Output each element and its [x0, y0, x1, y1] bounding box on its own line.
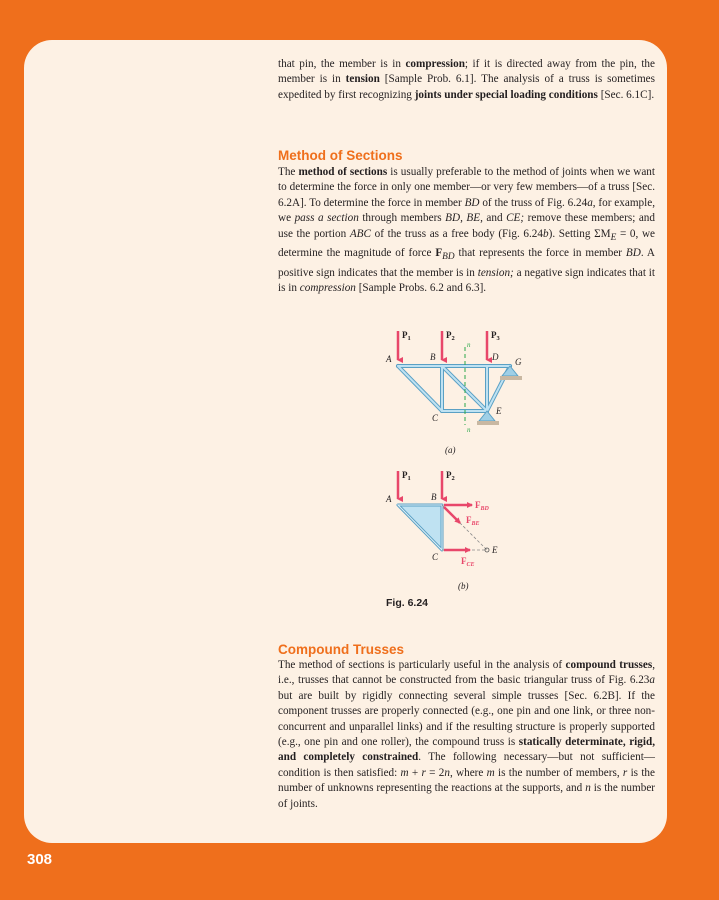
svg-text:G: G — [515, 357, 522, 367]
svg-text:C: C — [432, 552, 439, 562]
load-arrows — [398, 331, 487, 360]
page-number: 308 — [27, 851, 53, 868]
svg-text:E: E — [492, 545, 498, 555]
svg-text:A: A — [386, 494, 392, 504]
svg-text:P2: $P_2$ — [446, 470, 455, 482]
svg-text:B: B — [431, 492, 437, 502]
svg-text:(a): (a) — [445, 445, 456, 455]
roller-support-icon — [500, 366, 522, 380]
svg-text:P1: $P_1$ — [402, 330, 411, 342]
svg-text:FCE: $F_{CE}$ — [461, 556, 475, 568]
svg-text:D: D — [492, 352, 499, 362]
svg-text:n: n — [467, 341, 471, 349]
svg-text:C: C — [432, 413, 439, 423]
truss-members — [398, 366, 510, 411]
svg-text:FBD: $F_{BD}$ — [475, 500, 489, 512]
method-of-sections-paragraph: The method of sections is usually preferable to the method of joints when we want to determine the force in only one member—or very few members—of a truss [Sec. 6.2A]. To determine the force in member BD of the truss of Fig. 6.24a, for example, we pass a section through members BD, BE, and CE; remove these members; and use the portion ABC of the truss as a free body (Fig. 6.24b). Setting $\Sigma M_E = 0$, we determine the magnitude of force $F_{BD}$ that represents the force in member BD. A positive sign indicates that the member is in tension; a negative sign indicates that it is in compression [Sample Probs. 6.2 and 6.3]. — [278, 166, 656, 295]
truss-figure-b — [360, 465, 530, 593]
svg-text:P1: $P_1$ — [402, 470, 411, 482]
svg-text:P3: $P_3$ — [491, 330, 500, 342]
method-of-sections-heading: Method of Sections — [278, 148, 403, 163]
svg-text:FBE: $F_{BE}$ — [466, 515, 480, 527]
svg-text:(b): (b) — [458, 581, 469, 591]
figure-caption: Fig. 6.24 — [386, 597, 429, 609]
svg-text:A: A — [386, 354, 392, 364]
svg-text:n: n — [467, 426, 471, 434]
svg-text:E: E — [496, 406, 502, 416]
compound-trusses-heading: Compound Trusses — [278, 642, 405, 657]
svg-text:B: B — [430, 352, 436, 362]
truss-figure-a — [360, 325, 530, 457]
intro-paragraph: that pin, the member is in compression; if it is directed away from the pin, the member is in tension [Sample Prob. 6.1]. The analysis of a truss is sometimes expedited by first recognizing joints under special loading conditions [Sec. 6.1C]. — [278, 58, 655, 101]
svg-text:P2: $P_2$ — [446, 330, 455, 342]
compound-trusses-paragraph: The method of sections is particularly useful in the analysis of compound trusses, i.e., trusses that cannot be constructed from the basic triangular truss of Fig. 6.23a but are built by rigidly connecting several simple trusses [Sec. 6.2B]. If the component trusses are properly connected (e.g., one pin and one link, or three non-concurrent and unparallel links) and if the resulting structure is properly supported (e.g., one pin and one roller), the compound truss is statically determinate, rigid, and completely constrained. The following necessary—but not sufficient—condition is then satisfied: m + r = 2n, where m is the number of members, r is the number of unknowns representing the reactions at the supports, and n is the number of joints. — [278, 659, 656, 810]
